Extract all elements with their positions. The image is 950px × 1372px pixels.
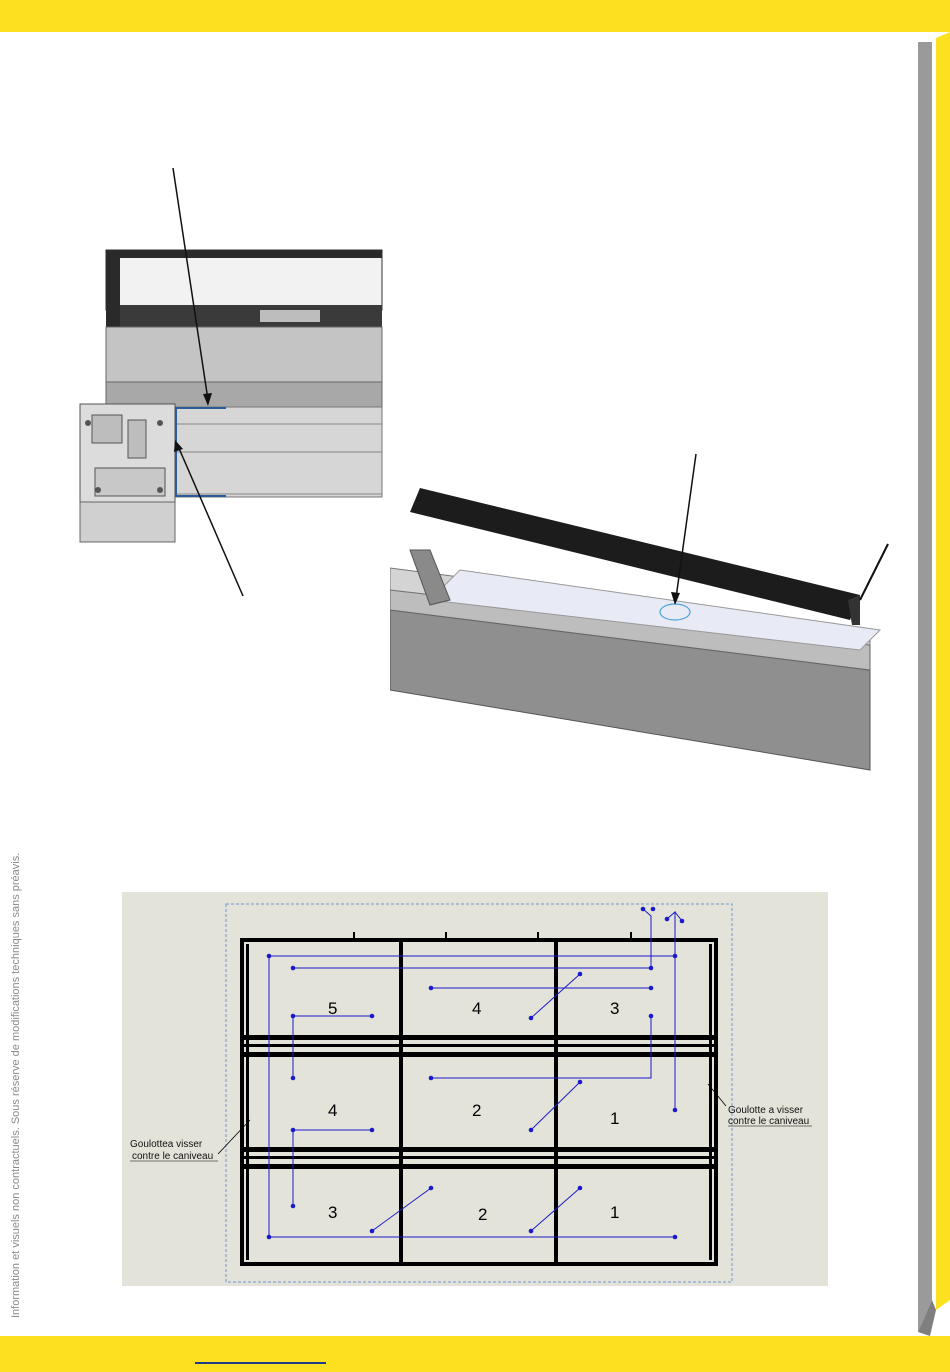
cell-number: 3 bbox=[610, 999, 620, 1018]
footer-band bbox=[0, 1336, 950, 1372]
header-band bbox=[0, 0, 950, 32]
disclaimer-note: Information et visuels non contractuels. Sous réserve de modifications techniques sans préavis. bbox=[10, 852, 22, 1318]
cell-number: 4 bbox=[328, 1101, 338, 1120]
perspective-view-figure bbox=[390, 440, 900, 780]
section-detail-figure bbox=[70, 150, 390, 610]
left-channel-label-2: contre le caniveau bbox=[132, 1151, 214, 1162]
right-channel-label-2: contre le caniveau bbox=[728, 1116, 810, 1127]
cell-number: 4 bbox=[472, 999, 482, 1018]
cell-number: 1 bbox=[610, 1109, 620, 1128]
left-channel-label: Goulottea visser bbox=[130, 1139, 203, 1150]
cell-number: 3 bbox=[328, 1203, 338, 1222]
cell-number: 2 bbox=[472, 1101, 482, 1120]
cell-number: 5 bbox=[328, 999, 338, 1018]
footer-link-underline[interactable] bbox=[195, 1362, 326, 1364]
right-channel-label: Goulotte a visser bbox=[728, 1105, 804, 1116]
wiring-diagram bbox=[122, 892, 828, 1286]
cell-number: 2 bbox=[478, 1205, 488, 1224]
cell-number: 1 bbox=[610, 1203, 620, 1222]
